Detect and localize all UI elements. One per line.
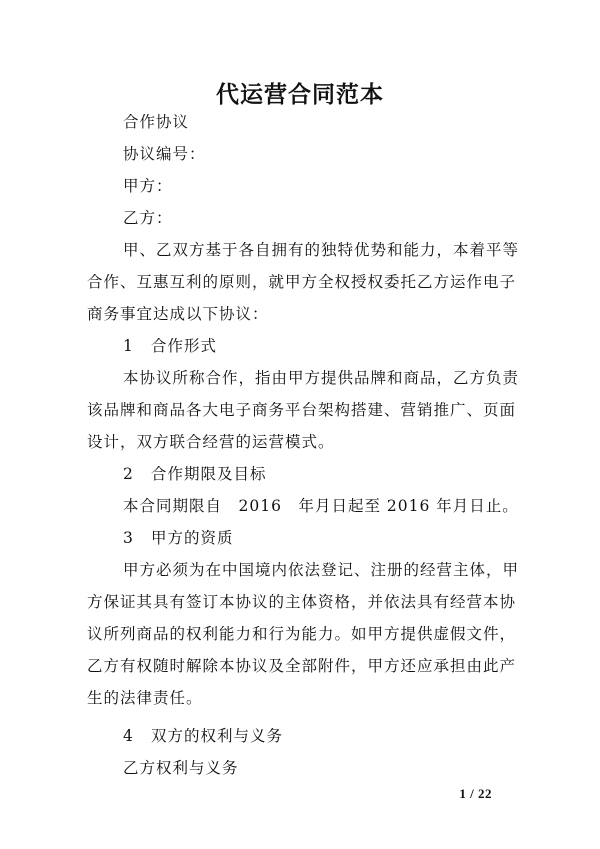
section-number: 3 [123,529,134,547]
header-line: 甲方： [123,177,173,195]
page-number: 1 / 22 [459,786,492,801]
section-line: 本协议所称合作，指由甲方提供品牌和商品，乙方负责 [123,369,520,387]
section-line: 议所列商品的权利能力和行为能力。如甲方提供虚假文件， [87,625,517,643]
section-title: 甲方的资质 [150,529,234,547]
intro-line: 商务事宜达成以下协议： [87,305,269,323]
document-body [87,106,519,784]
section-heading [87,720,519,752]
intro-line: 甲、乙双方基于各自拥有的独特优势和能力，本着平等 [123,241,520,259]
section-number: 1 [123,337,134,355]
section-number: 2 [123,465,134,483]
section-number: 4 [123,727,134,745]
section-heading [87,330,519,362]
header-line: 协议编号： [123,145,206,163]
section-title: 合作形式 [150,337,217,355]
section-title: 双方的权利与义务 [150,727,283,745]
intro-line: 合作、互惠互利的原则，就甲方全权授权委托乙方运作电子 [87,273,517,291]
section-line: 乙方权利与义务 [123,759,239,777]
section-heading [87,522,519,554]
section-heading [87,458,519,490]
section-line: 乙方有权随时解除本协议及全部附件，甲方还应承担由此产 [87,657,517,675]
section-line: 该品牌和商品各大电子商务平台架构搭建、营销推广、页面 [87,401,517,419]
section-title: 合作期限及目标 [150,465,267,483]
header-line: 合作协议 [123,113,190,131]
section-line: 生的法律责任。 [87,689,203,707]
section-line: 甲方必须为在中国境内依法登记、注册的经营主体，甲 [123,561,520,579]
document-title: 代运营合同范本 [216,81,384,108]
section-line: 设计，双方联合经营的运营模式。 [87,433,335,451]
section-line: 本合同期限自 2016 年月日起至 2016 年月日止。 [123,497,519,515]
header-line: 乙方： [123,209,173,227]
section-line: 方保证其具有签订本协议的主体资格，并依法具有经营本协 [87,593,517,611]
